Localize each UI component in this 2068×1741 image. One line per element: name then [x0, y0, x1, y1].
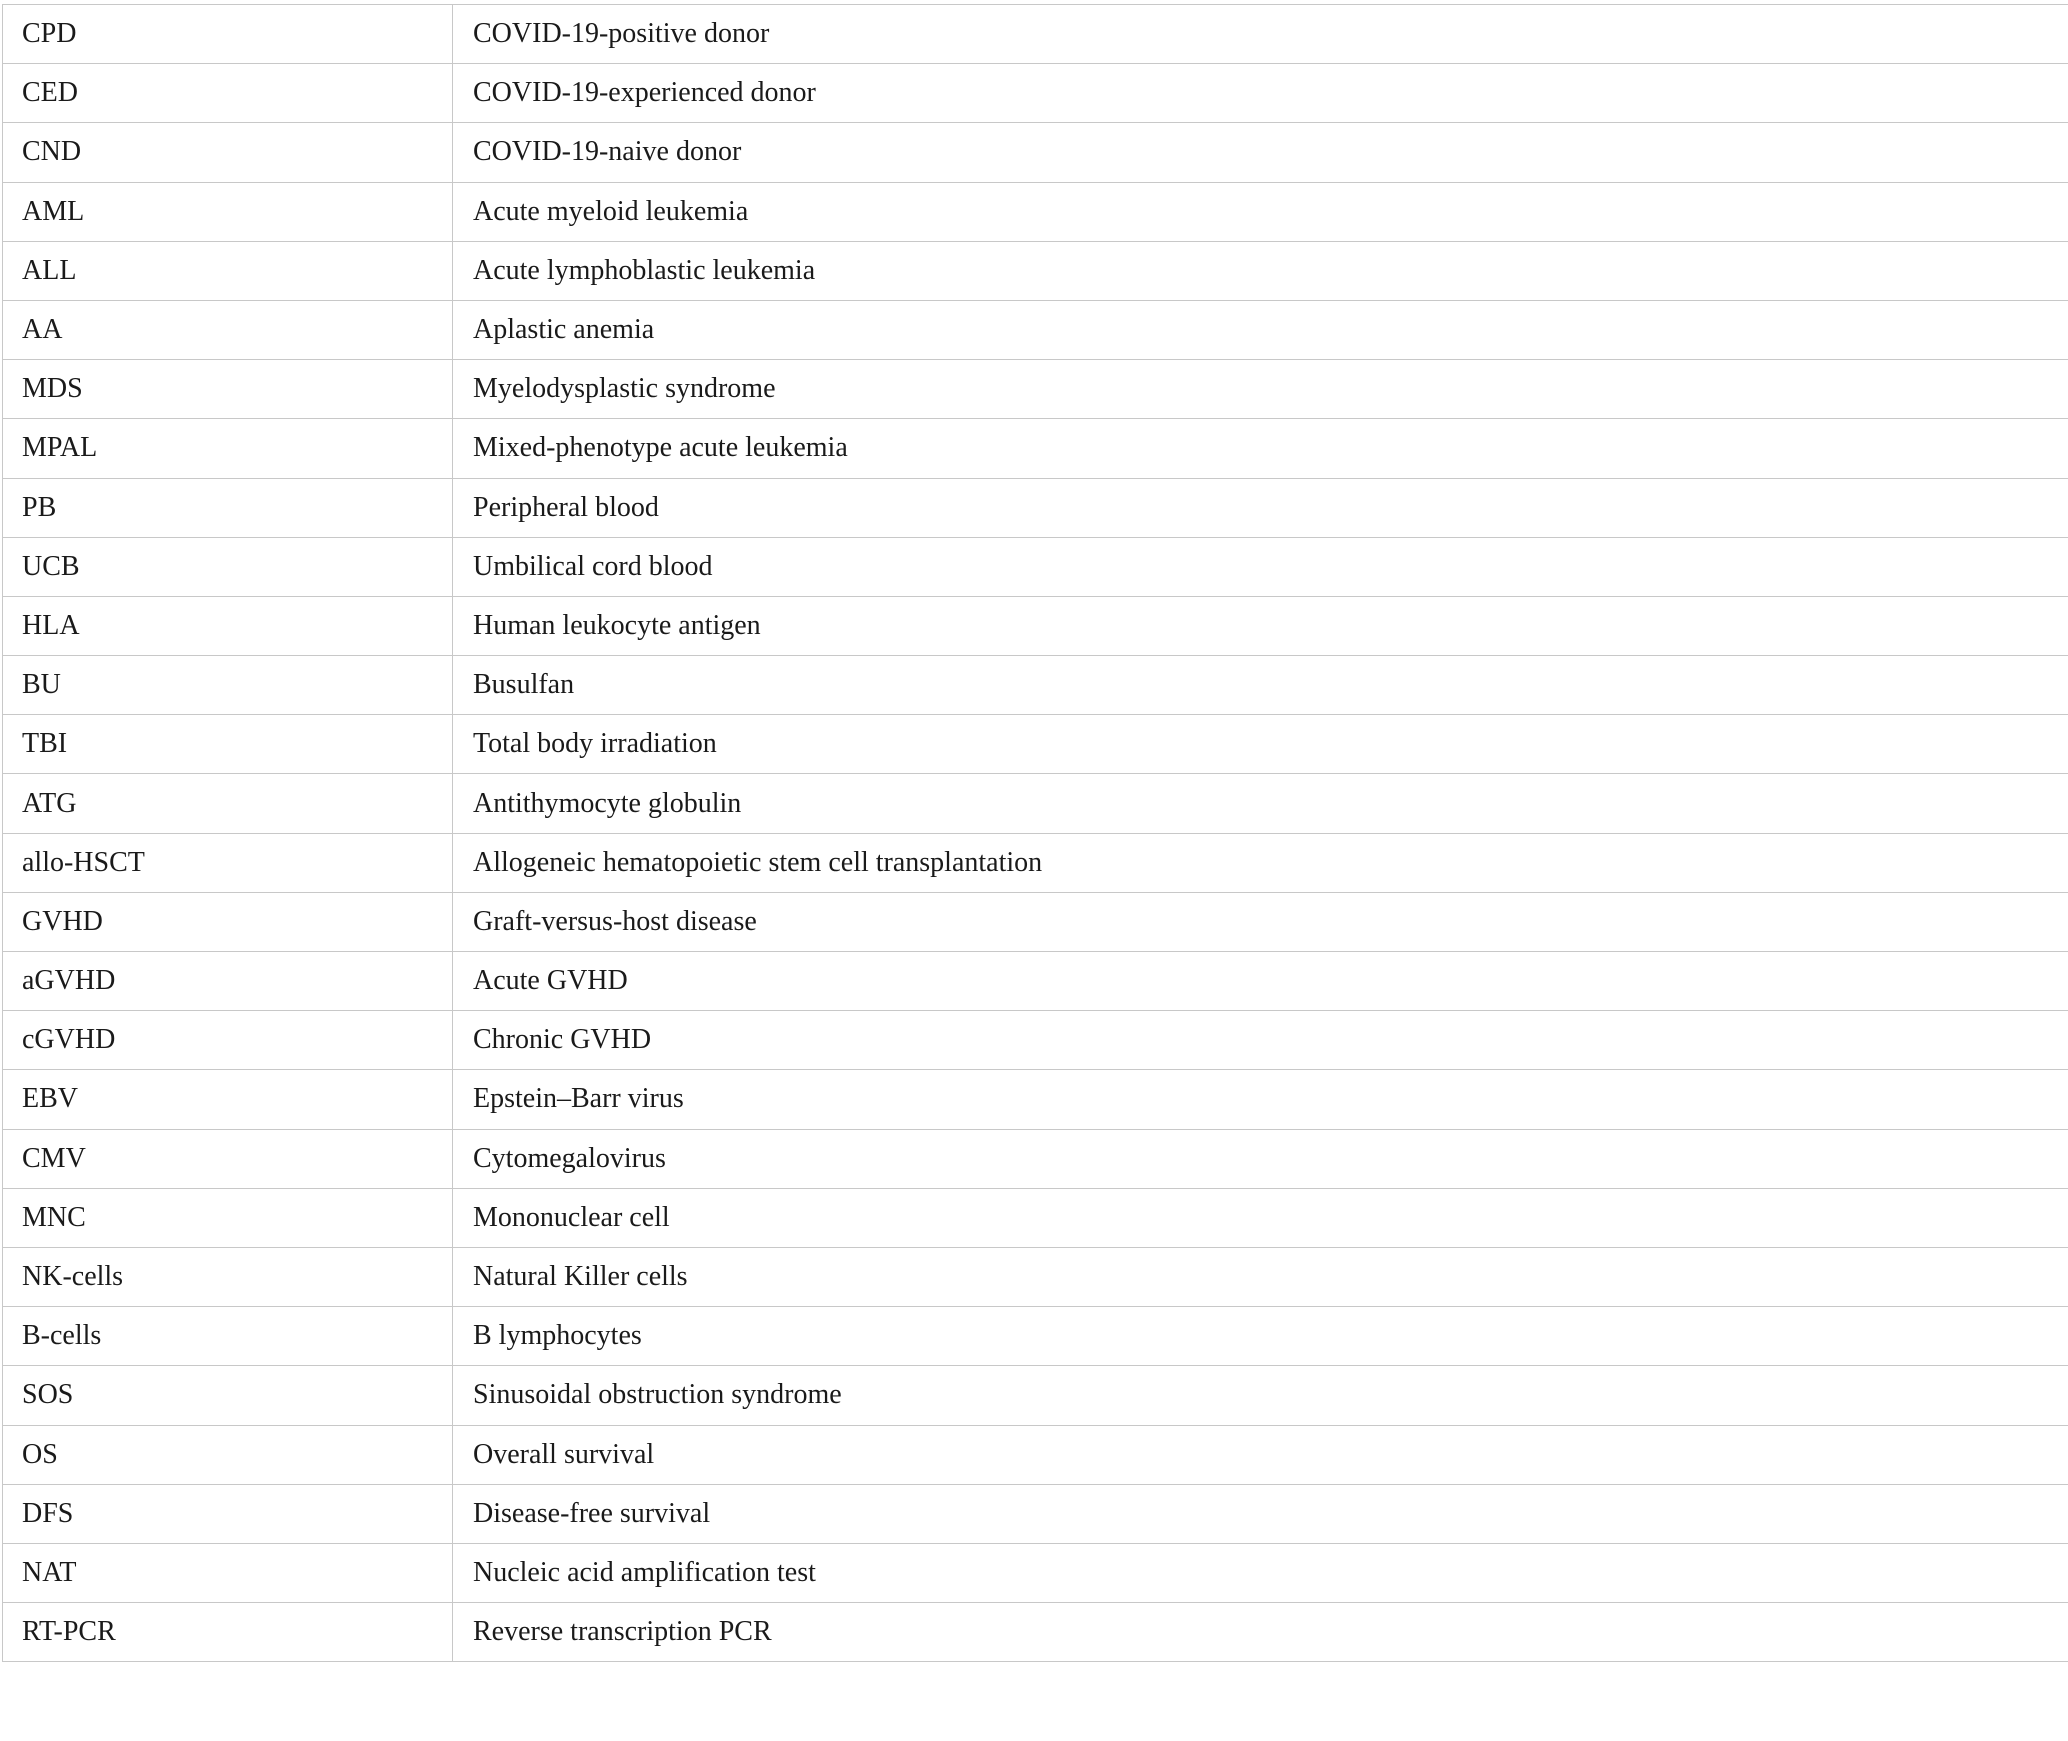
table-row: [3, 1543, 2068, 1602]
table-row: [3, 64, 2068, 123]
abbreviation-cell: MPAL: [3, 419, 453, 478]
table-row: [3, 596, 2068, 655]
abbreviation-cell: AML: [3, 182, 453, 241]
table-row: [3, 1425, 2068, 1484]
definition-cell: Acute myeloid leukemia: [453, 182, 2068, 241]
abbreviation-cell: CED: [3, 64, 453, 123]
definition-cell: Nucleic acid amplification test: [453, 1543, 2068, 1602]
definition-cell: Acute GVHD: [453, 952, 2068, 1011]
table-row: [3, 5, 2068, 64]
abbreviations-table: [2, 4, 2068, 1662]
definition-cell: Umbilical cord blood: [453, 537, 2068, 596]
abbreviation-cell: TBI: [3, 715, 453, 774]
definition-cell: Busulfan: [453, 656, 2068, 715]
abbreviation-cell: ATG: [3, 774, 453, 833]
abbreviation-cell: HLA: [3, 596, 453, 655]
definition-cell: Human leukocyte antigen: [453, 596, 2068, 655]
table-row: [3, 182, 2068, 241]
definition-cell: Peripheral blood: [453, 478, 2068, 537]
definition-cell: COVID-19-experienced donor: [453, 64, 2068, 123]
definition-cell: COVID-19-positive donor: [453, 5, 2068, 64]
abbreviation-cell: EBV: [3, 1070, 453, 1129]
abbreviation-cell: NK-cells: [3, 1247, 453, 1306]
definition-cell: Antithymocyte globulin: [453, 774, 2068, 833]
table-row: [3, 952, 2068, 1011]
abbreviation-cell: allo-HSCT: [3, 833, 453, 892]
table-row: [3, 123, 2068, 182]
table-row: [3, 774, 2068, 833]
table-row: [3, 1129, 2068, 1188]
abbreviation-cell: RT-PCR: [3, 1603, 453, 1662]
abbreviation-cell: MNC: [3, 1188, 453, 1247]
abbreviation-cell: B-cells: [3, 1307, 453, 1366]
definition-cell: B lymphocytes: [453, 1307, 2068, 1366]
table-row: [3, 241, 2068, 300]
definition-cell: Epstein–Barr virus: [453, 1070, 2068, 1129]
table-row: [3, 419, 2068, 478]
table-row: [3, 892, 2068, 951]
table-row: [3, 715, 2068, 774]
definition-cell: Aplastic anemia: [453, 300, 2068, 359]
abbreviation-cell: BU: [3, 656, 453, 715]
table-row: [3, 537, 2068, 596]
abbreviation-cell: CMV: [3, 1129, 453, 1188]
definition-cell: COVID-19-naive donor: [453, 123, 2068, 182]
table-row: [3, 1366, 2068, 1425]
definition-cell: Reverse transcription PCR: [453, 1603, 2068, 1662]
definition-cell: Overall survival: [453, 1425, 2068, 1484]
table-row: [3, 300, 2068, 359]
definition-cell: Mixed-phenotype acute leukemia: [453, 419, 2068, 478]
definition-cell: Sinusoidal obstruction syndrome: [453, 1366, 2068, 1425]
abbreviation-cell: aGVHD: [3, 952, 453, 1011]
definition-cell: Acute lymphoblastic leukemia: [453, 241, 2068, 300]
definition-cell: Chronic GVHD: [453, 1011, 2068, 1070]
abbreviation-cell: UCB: [3, 537, 453, 596]
table-row: [3, 833, 2068, 892]
abbreviation-cell: CND: [3, 123, 453, 182]
definition-cell: Natural Killer cells: [453, 1247, 2068, 1306]
table-row: [3, 1070, 2068, 1129]
abbreviation-cell: MDS: [3, 360, 453, 419]
table-row: [3, 656, 2068, 715]
table-row: [3, 1188, 2068, 1247]
definition-cell: Cytomegalovirus: [453, 1129, 2068, 1188]
definition-cell: Disease-free survival: [453, 1484, 2068, 1543]
abbreviation-cell: OS: [3, 1425, 453, 1484]
table-row: [3, 360, 2068, 419]
definition-cell: Total body irradiation: [453, 715, 2068, 774]
abbreviation-cell: AA: [3, 300, 453, 359]
definition-cell: Mononuclear cell: [453, 1188, 2068, 1247]
definition-cell: Myelodysplastic syndrome: [453, 360, 2068, 419]
table-row: [3, 1247, 2068, 1306]
definition-cell: Allogeneic hematopoietic stem cell transplantation: [453, 833, 2068, 892]
abbreviation-cell: PB: [3, 478, 453, 537]
abbreviation-cell: NAT: [3, 1543, 453, 1602]
table-row: [3, 1307, 2068, 1366]
abbreviation-cell: DFS: [3, 1484, 453, 1543]
table-row: [3, 1603, 2068, 1662]
abbreviation-cell: SOS: [3, 1366, 453, 1425]
table-row: [3, 1484, 2068, 1543]
abbreviation-cell: ALL: [3, 241, 453, 300]
table-row: [3, 478, 2068, 537]
abbreviation-cell: cGVHD: [3, 1011, 453, 1070]
abbreviation-cell: CPD: [3, 5, 453, 64]
abbreviation-cell: GVHD: [3, 892, 453, 951]
table-row: [3, 1011, 2068, 1070]
abbreviations-table-body: [3, 5, 2068, 1662]
definition-cell: Graft-versus-host disease: [453, 892, 2068, 951]
